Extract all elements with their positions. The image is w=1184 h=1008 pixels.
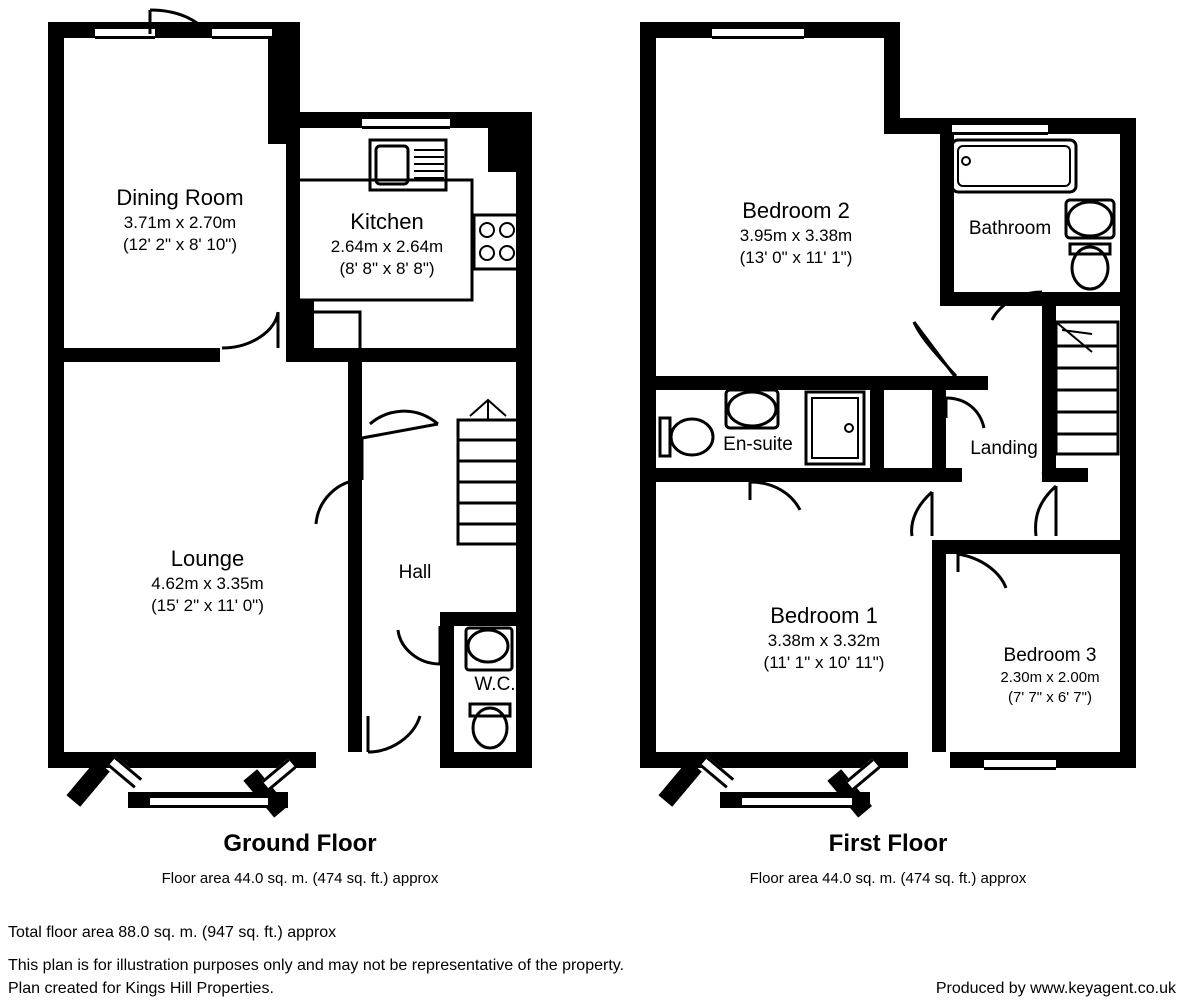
room-label-bedroom-1 [716,602,932,674]
floor-area-first: Floor area 44.0 sq. m. (474 sq. ft.) approx [749,870,1027,887]
room-name: Kitchen [350,209,424,234]
room-name: Bedroom 2 [742,198,850,223]
wall-landing-bottom [932,540,1056,554]
window-bedroom2-top [712,26,804,39]
window-bathroom-top [952,122,1048,135]
wall-bedroom1-right [932,540,946,752]
window-bay-center-first [742,795,852,808]
room-imperial: (11' 1" x 10' 11") [763,652,885,672]
wall-ensuite-bottom [656,468,946,482]
wall-first-top-right [884,22,900,132]
floor-area-ground: Floor area 44.0 sq. m. (474 sq. ft.) approx [161,870,439,887]
room-label-wc: W.C. [474,674,516,695]
room-name: Lounge [170,546,245,571]
wall-ground-top-right [268,22,300,144]
floor-title-ground: Ground Floor [223,830,377,857]
window-kitchen-top [362,116,450,129]
room-label-hall: Hall [398,562,432,583]
wall-landing-left [932,390,946,476]
wall-landing-door-stub-a [946,376,988,390]
room-metric: 3.71m x 2.70m [123,213,237,233]
wall-bedroom2-bottom [656,376,956,390]
window-bay-center-ground [150,795,268,808]
wall-kitchen-bottom [286,348,532,362]
room-name: Bedroom 1 [770,603,878,628]
room-imperial: (12' 2" x 8' 10") [122,234,237,254]
window-dining-top-right [212,26,272,39]
room-name: Dining Room [116,185,244,210]
floor-title-first: First Floor [828,830,948,857]
producer-credit: Produced by www.keyagent.co.uk [935,980,1176,997]
wall-landing-door-stub-b [932,468,962,482]
room-label-dining-room [70,184,290,256]
room-label-bathroom: Bathroom [968,218,1052,239]
wall-kitchen-sidepocket [300,300,314,362]
wall-bathroom-bottom [940,292,1136,306]
wall-ensuite-right [870,390,884,476]
wall-ground-left [48,22,64,768]
room-metric: 3.95m x 3.38m [739,226,853,246]
total-floor-area: Total floor area 88.0 sq. m. (947 sq. ft.) approx [8,924,337,941]
wall-landing-door-stub-c [1042,468,1088,482]
room-label-kitchen [282,208,492,280]
room-metric: 2.64m x 2.64m [330,237,444,257]
room-imperial: (13' 0" x 11' 1") [739,247,853,267]
room-label-ensuite: En-suite [723,434,793,455]
window-bedroom3-bottom [984,757,1056,770]
room-label-lounge [95,545,320,617]
wall-dining-lounge-divider [64,348,220,362]
room-label-landing: Landing [970,438,1038,459]
room-metric: 3.38m x 3.32m [767,631,881,651]
wall-lounge-hall [348,362,362,752]
wall-ground-bottom [48,752,316,768]
room-metric: 4.62m x 3.35m [151,574,264,594]
room-name: Bedroom 3 [1003,645,1097,666]
room-label-bedroom-2 [688,197,904,269]
window-dining-top-left [95,26,155,39]
wall-wc-top [440,612,532,626]
created-for-text: Plan created for Kings Hill Properties. [8,980,274,997]
wall-first-left [640,22,656,768]
room-imperial: (15' 2" x 11' 0") [151,595,264,615]
disclaimer-text: This plan is for illustration purposes only and may not be representative of the property. [8,957,625,974]
wall-bedroom3-top [1042,540,1136,554]
room-label-bedroom-3 [960,644,1140,707]
room-metric: 2.30m x 2.00m [1000,669,1100,687]
room-imperial: (8' 8" x 8' 8") [339,258,435,278]
room-imperial: (7' 7" x 6' 7") [1008,688,1092,706]
wall-ground-right [516,128,532,768]
